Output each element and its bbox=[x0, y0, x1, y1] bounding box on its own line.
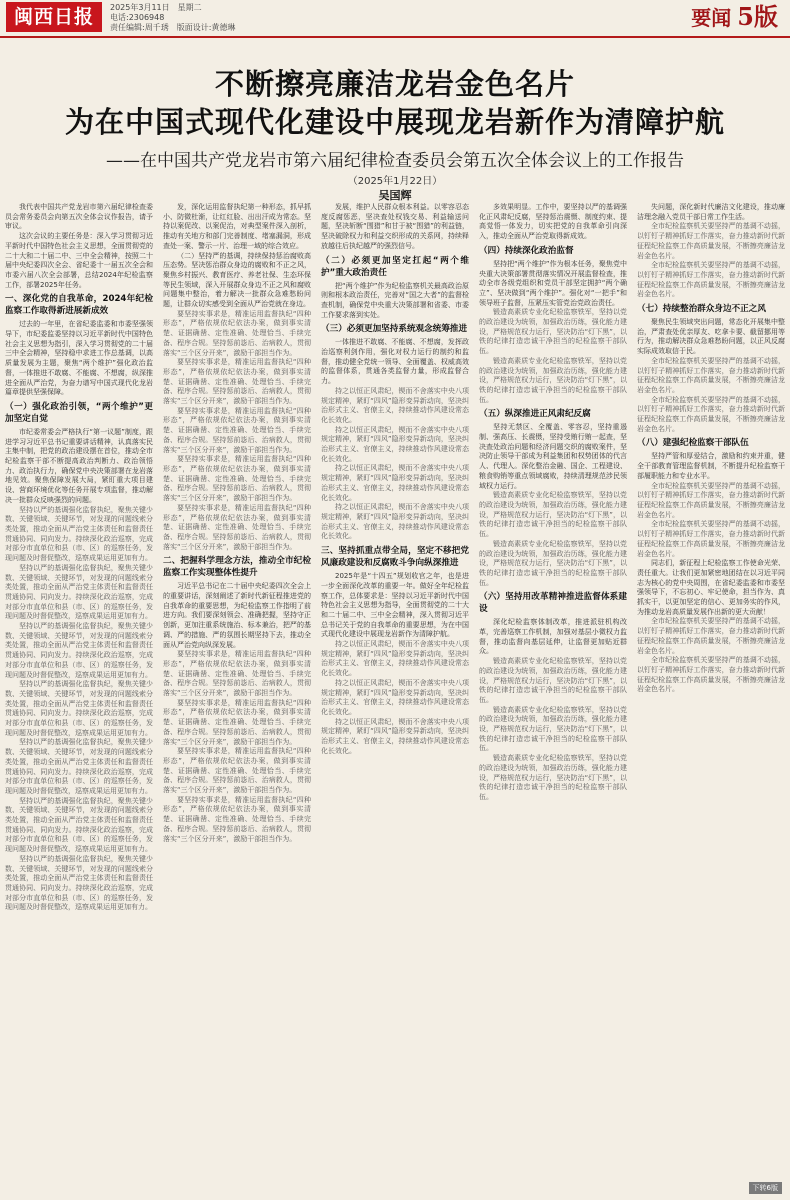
paragraph: 坚持把“两个维护”作为根本任务，聚焦党中央重大决策部署贯彻落实情况开展监督检查，推动全市各级党组织和党员干部坚定拥护“两个确立”、坚决做到“两个维护”。强化对“一把手”和领导班子监督，压紧压实管党治党政治责任。 bbox=[479, 259, 627, 307]
headline-subtitle: ——在中国共产党龙岩市第六届纪律检查委员会第五次全体会议上的工作报告 bbox=[106, 151, 684, 171]
headline-line1: 不断擦亮廉洁龙岩金色名片 bbox=[214, 67, 575, 101]
paragraph: 深化纪检监察体制改革，推进派驻机构改革，完善巡察工作机制，加强对基层小微权力监督，推动监督向基层延伸，让监督更加贴近群众。 bbox=[479, 618, 627, 656]
paragraph: 持之以恒正风肃纪，锲而不舍落实中央八项规定精神，紧盯“四风”隐形变异新动向，坚决纠治形式主义、官僚主义，持续推动作风建设常态化长效化。 bbox=[321, 464, 469, 502]
column-5 bbox=[637, 203, 785, 1193]
paragraph: 全市纪检监察机关要坚持严的基调不动摇，以钉钉子精神抓好工作落实，奋力推动新时代新征程纪检监察工作高质量发展，不断擦亮廉洁龙岩金色名片。 bbox=[637, 395, 785, 433]
paragraph: 要坚持实事求是，精准运用监督执纪“四种形态”，严格依规依纪依法办案，做到事实清楚、证据确凿、定性准确、处理恰当、手续完备、程序合规。坚持惩前毖后、治病救人，贯彻落实“三个区分开来”，激励干部担当作为。 bbox=[163, 795, 311, 843]
paragraph: 发展，维护人民群众根本利益。以零容忍态度反腐惩恶，坚决查处权钱交易、利益输送问题，坚决斩断“围猎”和甘于被“围猎”的利益链，坚决破除权力和利益交织形成的关系网，持续释放越往后执纪越严的强烈信号。 bbox=[321, 203, 469, 250]
paragraph: 一体推进不敢腐、不能腐、不想腐，发挥政治巡察利剑作用，强化对权力运行的制约和监督，推动健全党统一领导、全面覆盖、权威高效的监督体系，贯通各类监督力量，形成监督合力。 bbox=[321, 338, 469, 386]
paragraph: 坚持以严的基调强化监督执纪，聚焦关键少数、关键领域、关键环节，对发现的问题线索分类处置，推动全面从严治党主体责任和监督责任贯通协同、同向发力。持续深化政治巡察，完成对部分市直单位和县（市、区）的巡察任务，发现问题及时督促整改，巡察成果运用更加有力。 bbox=[5, 796, 153, 854]
paragraph: 失问题，深化新时代廉洁文化建设，推动廉洁理念融入党员干部日常工作生活。 bbox=[637, 203, 785, 221]
paragraph: 坚持以严的基调强化监督执纪，聚焦关键少数、关键领域、关键环节，对发现的问题线索分类处置，推动全面从严治党主体责任和监督责任贯通协同、同向发力。持续深化政治巡察，完成对部分市直单位和县（市、区）的巡察任务，发现问题及时督促整改，巡察成果运用更加有力。 bbox=[5, 738, 153, 795]
paragraph: 持之以恒正风肃纪，锲而不舍落实中央八项规定精神，紧盯“四风”隐形变异新动向，坚决纠治形式主义、官僚主义，持续推动作风建设常态化长效化。 bbox=[321, 640, 469, 678]
section-label bbox=[691, 2, 778, 32]
continued-badge[interactable]: 下转6版 bbox=[749, 1182, 782, 1194]
paragraph: 坚持以严的基调强化监督执纪，聚焦关键少数、关键领域、关键环节，对发现的问题线索分类处置，推动全面从严治党主体责任和监督责任贯通协同、同向发力。持续深化政治巡察，完成对部分市直单位和县（市、区）的巡察任务，发现问题及时督促整改，巡察成果运用更加有力。 bbox=[5, 680, 153, 737]
paragraph: 习近平总书记在二十届中央纪委四次全会上的重要讲话，深刻阐述了新时代新征程推进党的自我革命的重要思想，为纪检监察工作指明了前进方向。我们要深刻领会、准确把握，坚持守正创新，更加注重系统施治、标本兼治，把严的基调、严的措施、严的氛围长期坚持下去，推动全面从严治党向纵深发展。 bbox=[163, 582, 311, 649]
paragraph: 过去的一年里，在省纪委监委和市委坚强领导下，市纪委监委坚持以习近平新时代中国特色社会主义思想为指引，深入学习贯彻党的二十届三中全会精神，坚持稳中求进工作总基调，以高质量发展为主题，聚焦“两个维护”强化政治监督，一体推进不敢腐、不能腐、不想腐，纵深推进全面从严治党，为奋力谱写中国式现代化龙岩篇章提供坚强保障。 bbox=[5, 320, 153, 397]
column-2 bbox=[163, 203, 311, 1193]
paragraph: 锻造高素质专业化纪检监察铁军，坚持以党的政治建设为统领，加强政治历练，强化能力建设，严格规范权力运行，坚决防治“灯下黑”，以铁的纪律打造忠诚干净担当的纪检监察干部队伍。 bbox=[479, 539, 627, 587]
section-heading: （一）强化政治引领，“两个维护”更加坚定自觉 bbox=[5, 401, 153, 424]
paragraph: 锻造高素质专业化纪检监察铁军，坚持以党的政治建设为统领，加强政治历练，强化能力建设，严格规范权力运行，坚决防治“灯下黑”，以铁的纪律打造忠诚干净担当的纪检监察干部队伍。 bbox=[479, 491, 627, 539]
paragraph: 全市纪检监察机关要坚持严的基调不动摇，以钉钉子精神抓好工作落实，奋力推动新时代新征程纪检监察工作高质量发展，不断擦亮廉洁龙岩金色名片。 bbox=[637, 481, 785, 519]
column-4 bbox=[479, 203, 627, 1193]
paragraph: 发，深化运用监督执纪第一种形态，抓早抓小、防微杜渐，让红红脸、出出汗成为常态。坚持以案促改、以案促治，对典型案件深入剖析，推动有关地方和部门完善制度、堵塞漏洞，形成查处一案、警示一片、治理一域的综合效应。 bbox=[163, 203, 311, 250]
paragraph: 持之以恒正风肃纪，锲而不舍落实中央八项规定精神，紧盯“四风”隐形变异新动向，坚决纠治形式主义、官僚主义，持续推动作风建设常态化长效化。 bbox=[321, 503, 469, 541]
paragraph: 坚持以严的基调强化监督执纪，聚焦关键少数、关键领域、关键环节，对发现的问题线索分类处置，推动全面从严治党主体责任和监督责任贯通协同、同向发力。持续深化政治巡察，完成对部分市直单位和县（市、区）的巡察任务，发现问题及时督促整改，巡察成果运用更加有力。 bbox=[5, 563, 153, 621]
paragraph: 锻造高素质专业化纪检监察铁军，坚持以党的政治建设为统领，加强政治历练，强化能力建设，严格规范权力运行，坚决防治“灯下黑”，以铁的纪律打造忠诚干净担当的纪检监察干部队伍。 bbox=[479, 705, 627, 753]
newspaper-logo: 闽西日报 bbox=[6, 2, 102, 32]
issue-phone: 电话:2306948 bbox=[110, 13, 165, 22]
paragraph: 全市纪检监察机关要坚持严的基调不动摇，以钉钉子精神抓好工作落实，奋力推动新时代新征程纪检监察工作高质量发展，不断擦亮廉洁龙岩金色名片。 bbox=[637, 261, 785, 299]
author: 吴国辉 bbox=[378, 189, 412, 202]
paragraph: 坚持以严的基调强化监督执纪，聚焦关键少数、关键领域、关键环节，对发现的问题线索分类处置，推动全面从严治党主体责任和监督责任贯通协同、同向发力。持续深化政治巡察，完成对部分市直单位和县（市、区）的巡察任务，发现问题及时督促整改，巡察成果运用更加有力。 bbox=[5, 505, 153, 563]
paragraph: 全市纪检监察机关要坚持严的基调不动摇，以钉钉子精神抓好工作落实，奋力推动新时代新征程纪检监察工作高质量发展，不断擦亮廉洁龙岩金色名片。 bbox=[637, 222, 785, 260]
section-heading: 二、把握科学理念方法，推动全市纪检监察工作实现整体性提升 bbox=[163, 556, 311, 579]
section-heading: （七）持续整治群众身边不正之风 bbox=[637, 304, 766, 315]
section-heading: （三）必须更加坚持系统观念统筹推进 bbox=[321, 324, 468, 335]
paragraph: 这次会议的主要任务是：深入学习贯彻习近平新时代中国特色社会主义思想，全面贯彻党的二十大和二十届二中、三中全会精神，按照二十届中央纪委四次全会、省纪委十一届五次全会和市委六届八次全会部署，总结2024年纪检监察工作，部署2025年任务。 bbox=[5, 232, 153, 289]
paragraph: 坚持以严的基调强化监督执纪，聚焦关键少数、关键领域、关键环节，对发现的问题线索分类处置，推动全面从严治党主体责任和监督责任贯通协同、同向发力。持续深化政治巡察，完成对部分市直单位和县（市、区）的巡察任务，发现问题及时督促整改，巡察成果运用更加有力。 bbox=[5, 854, 153, 912]
paragraph: 坚持以严的基调强化监督执纪，聚焦关键少数、关键领域、关键环节，对发现的问题线索分类处置，推动全面从严治党主体责任和监督责任贯通协同、同向发力。持续深化政治巡察，完成对部分市直单位和县（市、区）的巡察任务，发现问题及时督促整改，巡察成果运用更加有力。 bbox=[5, 622, 153, 679]
article-body bbox=[5, 203, 785, 1193]
paragraph: 锻造高素质专业化纪检监察铁军，坚持以党的政治建设为统领，加强政治历练，强化能力建设，严格规范权力运行，坚决防治“灯下黑”，以铁的纪律打造忠诚干净担当的纪检监察干部队伍。 bbox=[479, 308, 627, 356]
section-name: 要闻 bbox=[691, 6, 732, 30]
masthead bbox=[0, 0, 790, 38]
paragraph: 全市纪检监察机关要坚持严的基调不动摇，以钉钉子精神抓好工作落实，奋力推动新时代新征程纪检监察工作高质量发展，不断擦亮廉洁龙岩金色名片。 bbox=[637, 656, 785, 694]
section-heading: （八）建强纪检监察干部队伍 bbox=[637, 438, 749, 449]
paragraph: 把“两个维护”作为纪检监察机关最高政治原则和根本政治责任，完善对“国之大者”的监督检查机制，确保党中央重大决策部署和省委、市委工作要求落到实处。 bbox=[321, 281, 469, 319]
paragraph: 持之以恒正风肃纪，锲而不舍落实中央八项规定精神，紧盯“四风”隐形变异新动向，坚决纠治形式主义、官僚主义，持续推动作风建设常态化长效化。 bbox=[321, 678, 469, 716]
paragraph: 全市纪检监察机关要坚持严的基调不动摇，以钉钉子精神抓好工作落实，奋力推动新时代新征程纪检监察工作高质量发展，不断擦亮廉洁龙岩金色名片。 bbox=[637, 520, 785, 558]
paragraph: 要坚持实事求是，精准运用监督执纪“四种形态”，严格依规依纪依法办案，做到事实清楚、证据确凿、定性准确、处理恰当、手续完备、程序合规。坚持惩前毖后、治病救人，贯彻落实“三个区分开来”，激励干部担当作为。 bbox=[163, 406, 311, 454]
paragraph: 要坚持实事求是，精准运用监督执纪“四种形态”，严格依规依纪依法办案，做到事实清楚、证据确凿、定性准确、处理恰当、手续完备、程序合规。坚持惩前毖后、治病救人，贯彻落实“三个区分开来”，激励干部担当作为。 bbox=[163, 358, 311, 406]
paragraph: 持之以恒正风肃纪，锲而不舍落实中央八项规定精神，紧盯“四风”隐形变异新动向，坚决纠治形式主义、官僚主义，持续推动作风建设常态化长效化。 bbox=[321, 717, 469, 755]
paragraph: 要坚持实事求是，精准运用监督执纪“四种形态”，严格依规依纪依法办案，做到事实清楚、证据确凿、定性准确、处理恰当、手续完备、程序合规。坚持惩前毖后、治病救人，贯彻落实“三个区分开来”，激励干部担当作为。 bbox=[163, 455, 311, 503]
paragraph: 锻造高素质专业化纪检监察铁军，坚持以党的政治建设为统领，加强政治历练，强化能力建设，严格规范权力运行，坚决防治“灯下黑”，以铁的纪律打造忠诚干净担当的纪检监察干部队伍。 bbox=[479, 356, 627, 404]
paragraph: 聚焦民生领域突出问题，常态化开展集中整治，严肃查处优亲厚友、吃拿卡要、截留挪用等行为，推动解决群众急难愁盼问题，以正风反腐实际成效取信于民。 bbox=[637, 318, 785, 356]
paragraph: 要坚持实事求是，精准运用监督执纪“四种形态”，严格依规依纪依法办案，做到事实清楚、证据确凿、定性准确、处理恰当、手续完备、程序合规。坚持惩前毖后、治病救人，贯彻落实“三个区分开来”，激励干部担当作为。 bbox=[163, 698, 311, 746]
section-heading: （二）必须更加坚定扛起“两个维护”重大政治责任 bbox=[321, 255, 469, 278]
section-heading: （五）纵深推进正风肃纪反腐 bbox=[479, 409, 591, 420]
paragraph: 持之以恒正风肃纪，锲而不舍落实中央八项规定精神，紧盯“四风”隐形变异新动向，坚决纠治形式主义、官僚主义，持续推动作风建设常态化长效化。 bbox=[321, 386, 469, 424]
section-heading: 一、深化党的自我革命，2024年纪检监察工作取得新进展新成效 bbox=[5, 294, 153, 317]
paragraph: 锻造高素质专业化纪检监察铁军，坚持以党的政治建设为统领，加强政治历练，强化能力建设，严格规范权力运行，坚决防治“灯下黑”，以铁的纪律打造忠诚干净担当的纪检监察干部队伍。 bbox=[479, 657, 627, 704]
paragraph: 要坚持实事求是，精准运用监督执纪“四种形态”，严格依规依纪依法办案，做到事实清楚、证据确凿、定性准确、处理恰当、手续完备、程序合规。坚持惩前毖后、治病救人，贯彻落实“三个区分开来”，激励干部担当作为。 bbox=[163, 309, 311, 357]
report-date: （2025年1月22日） bbox=[347, 176, 443, 187]
column-3 bbox=[321, 203, 469, 1193]
paragraph: 持之以恒正风肃纪，锲而不舍落实中央八项规定精神，紧盯“四风”隐形变异新动向，坚决纠治形式主义、官僚主义，持续推动作风建设常态化长效化。 bbox=[321, 425, 469, 463]
paragraph: 要坚持实事求是，精准运用监督执纪“四种形态”，严格依规依纪依法办案，做到事实清楚、证据确凿、定性准确、处理恰当、手续完备、程序合规。坚持惩前毖后、治病救人，贯彻落实“三个区分开来”，激励干部担当作为。 bbox=[163, 650, 311, 698]
section-heading: 三、坚持抓重点带全局，坚定不移把党风廉政建设和反腐败斗争向纵深推进 bbox=[321, 546, 469, 569]
paragraph: 市纪委常委会严格执行“第一议题”制度，跟进学习习近平总书记重要讲话精神，认真落实民主集中制，把党的政治建设摆在首位，推动全市纪检监察干部不断提高政治判断力、政治领悟力、政治执行力，确保党中央决策部署在龙岩落地见效。聚焦保障发展大局，紧盯重大项目建设、营商环境优化等任务开展专项监督，推动解决一批群众反映强烈的问题。 bbox=[5, 427, 153, 504]
section-heading: （六）坚持用改革精神推进监督体系建设 bbox=[479, 592, 627, 615]
page-number: 5版 bbox=[737, 2, 778, 31]
issue-date: 2025年3月11日 星期二 bbox=[110, 3, 202, 12]
issue-meta bbox=[110, 3, 235, 33]
paragraph: 同志们，新征程上纪检监察工作使命光荣、责任重大。让我们更加紧密地团结在以习近平同志为核心的党中央周围，在省纪委监委和市委坚强领导下，不忘初心、牢记使命，担当作为、真抓实干，以更加坚定的信心、更加务实的作风，为推动龙岩高质量发展作出新的更大贡献！ bbox=[637, 559, 785, 616]
paragraph: 要坚持实事求是，精准运用监督执纪“四种形态”，严格依规依纪依法办案，做到事实清楚、证据确凿、定性准确、处理恰当、手续完备、程序合规。坚持惩前毖后、治病救人，贯彻落实“三个区分开来”，激励干部担当作为。 bbox=[163, 747, 311, 795]
paragraph: 多效果明显。工作中，要坚持以严的基调强化正风肃纪反腐，坚持惩治震慑、制度约束、提高觉悟一体发力，切实把党的自我革命引向深入，推动全面从严治党取得新成效。 bbox=[479, 203, 627, 241]
paragraph: 要坚持实事求是，精准运用监督执纪“四种形态”，严格依规依纪依法办案，做到事实清楚、证据确凿、定性准确、处理恰当、手续完备、程序合规。坚持惩前毖后、治病救人，贯彻落实“三个区分开来”，激励干部担当作为。 bbox=[163, 503, 311, 551]
paragraph: 坚持无禁区、全覆盖、零容忍，坚持重遏制、强高压、长震慑，坚持受贿行贿一起查，坚决查处政治问题和经济问题交织的腐败案件，坚决防止领导干部成为利益集团和权势团体的代言人、代理人。深化整治金融、国企、工程建设、粮食购销等重点领域腐败，持续清理规范涉民领域权力运行。 bbox=[479, 423, 627, 490]
paragraph: 全市纪检监察机关要坚持严的基调不动摇，以钉钉子精神抓好工作落实，奋力推动新时代新征程纪检监察工作高质量发展，不断擦亮廉洁龙岩金色名片。 bbox=[637, 356, 785, 394]
paragraph: 全市纪检监察机关要坚持严的基调不动摇，以钉钉子精神抓好工作落实，奋力推动新时代新征程纪检监察工作高质量发展，不断擦亮廉洁龙岩金色名片。 bbox=[637, 617, 785, 655]
issue-editor: 责任编辑:周千琇 版面设计:黄德琳 bbox=[110, 23, 236, 32]
column-1 bbox=[5, 203, 153, 1193]
paragraph: 我代表中国共产党龙岩市第六届纪律检查委员会常务委员会向第五次全体会议作报告，请予审议。 bbox=[5, 203, 153, 231]
section-heading: （四）持续深化政治监督 bbox=[479, 245, 574, 256]
paragraph: 坚持严管和厚爱结合，激励和约束并重，健全干部教育管理监督机制，不断提升纪检监察干部履职能力和专业水平。 bbox=[637, 452, 785, 480]
paragraph: 锻造高素质专业化纪检监察铁军，坚持以党的政治建设为统领，加强政治历练，强化能力建设，严格规范权力运行，坚决防治“灯下黑”，以铁的纪律打造忠诚干净担当的纪检监察干部队伍。 bbox=[479, 754, 627, 801]
headline-line2: 为在中国式现代化建设中展现龙岩新作为清障护航 bbox=[64, 105, 725, 139]
paragraph: （二）坚持严的基调，持续保持惩治腐败高压态势。坚决惩治群众身边的腐败和不正之风，聚焦乡村振兴、教育医疗、养老社保、生态环保等民生领域，深入开展群众身边不正之风和腐败问题集中整治，着力解决一批群众急难愁盼问题，让群众切实感受到全面从严治党就在身边。 bbox=[163, 251, 311, 309]
paragraph: 2025年是“十四五”规划收官之年，也是进一步全面深化改革的重要一年。做好全年纪检监察工作，总体要求是：坚持以习近平新时代中国特色社会主义思想为指导，全面贯彻党的二十大和二十届二中、三中全会精神，深入贯彻习近平总书记关于党的自我革命的重要思想，为在中国式现代化建设中展现龙岩新作为清障护航。 bbox=[321, 572, 469, 639]
